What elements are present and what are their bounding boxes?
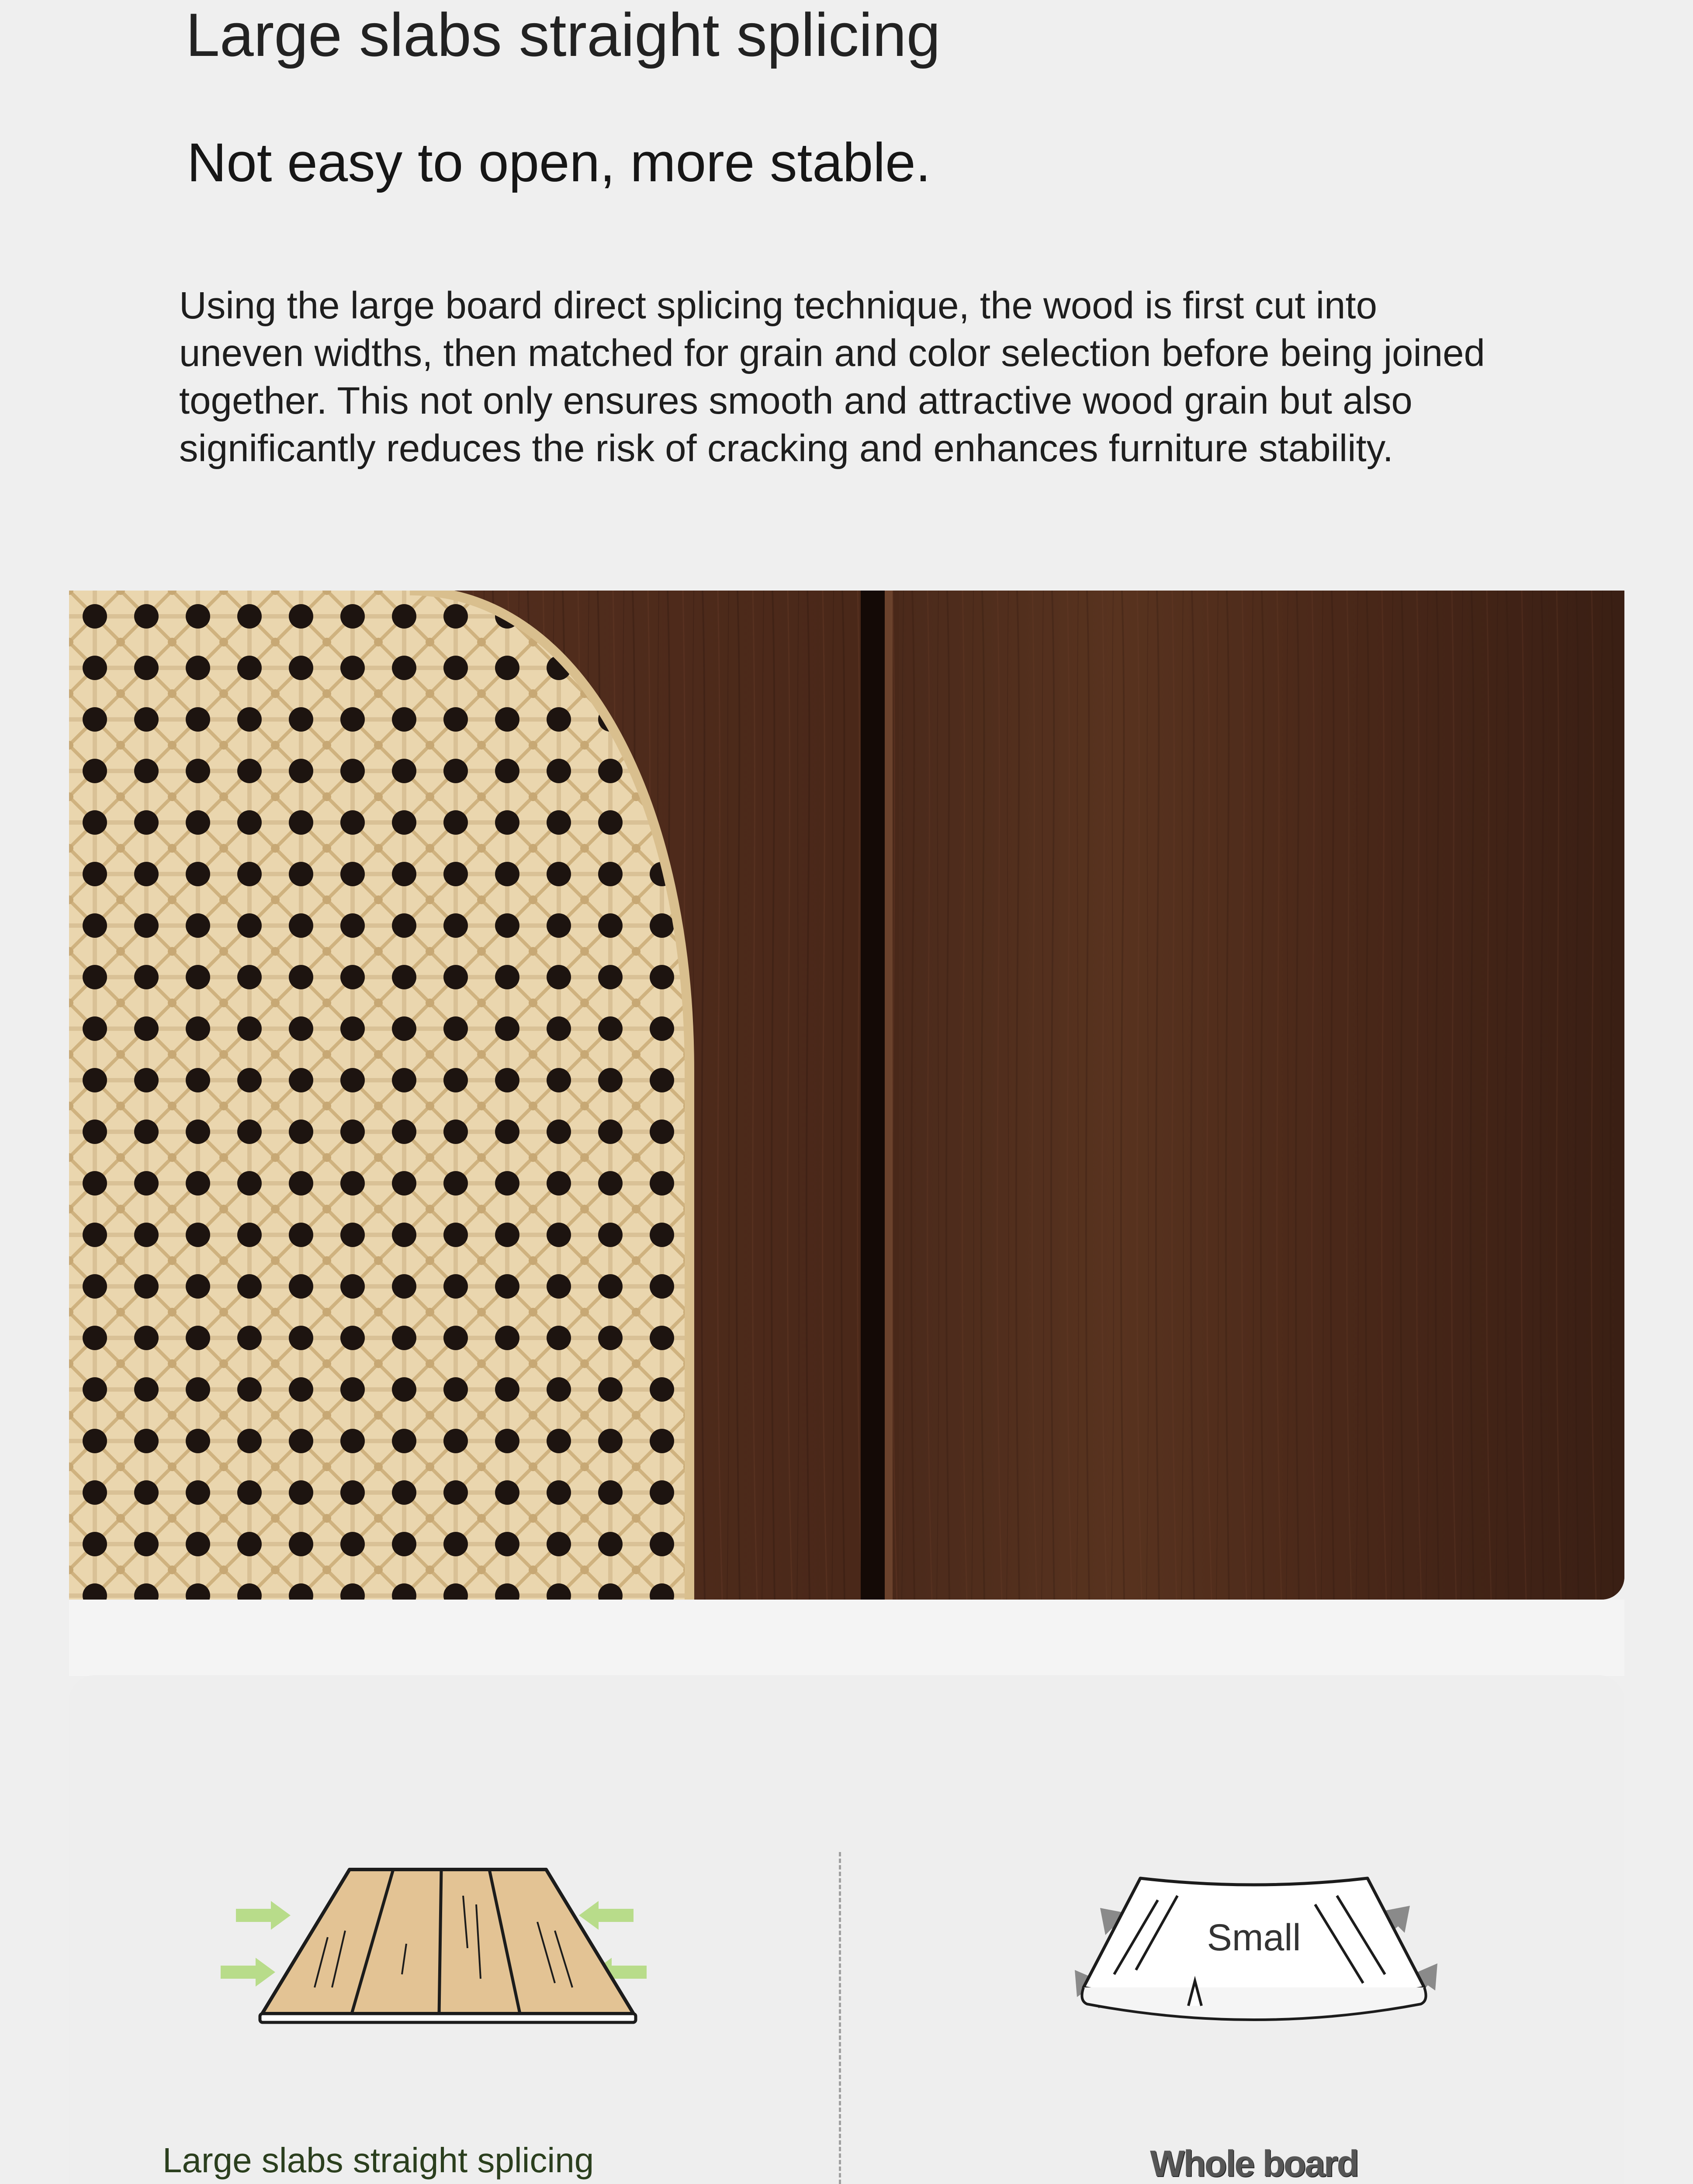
cabinet-closeup-photo bbox=[69, 591, 1624, 1600]
right-column-title: Whole board bbox=[1150, 2143, 1358, 2184]
page-subtitle: Not easy to open, more stable. bbox=[187, 132, 931, 193]
page-title: Large slabs straight splicing bbox=[186, 0, 941, 69]
column-divider bbox=[839, 1852, 841, 2184]
left-column-title: Large slabs straight splicing bbox=[163, 2141, 594, 2180]
spliced-boards-icon bbox=[205, 1843, 664, 2040]
separator-strip bbox=[69, 1600, 1624, 1676]
warped-board-icon bbox=[1035, 1843, 1472, 2040]
board-label: Small bbox=[1207, 1917, 1301, 1959]
intro-paragraph: Using the large board direct splicing technique, the wood is first cut into uneven widths, then matched for grain and color selection before being joined together. This not only ensures smooth and attractive wood grain but also significantly reduces the risk of cracking and enhances furniture stability. bbox=[179, 284, 1485, 470]
